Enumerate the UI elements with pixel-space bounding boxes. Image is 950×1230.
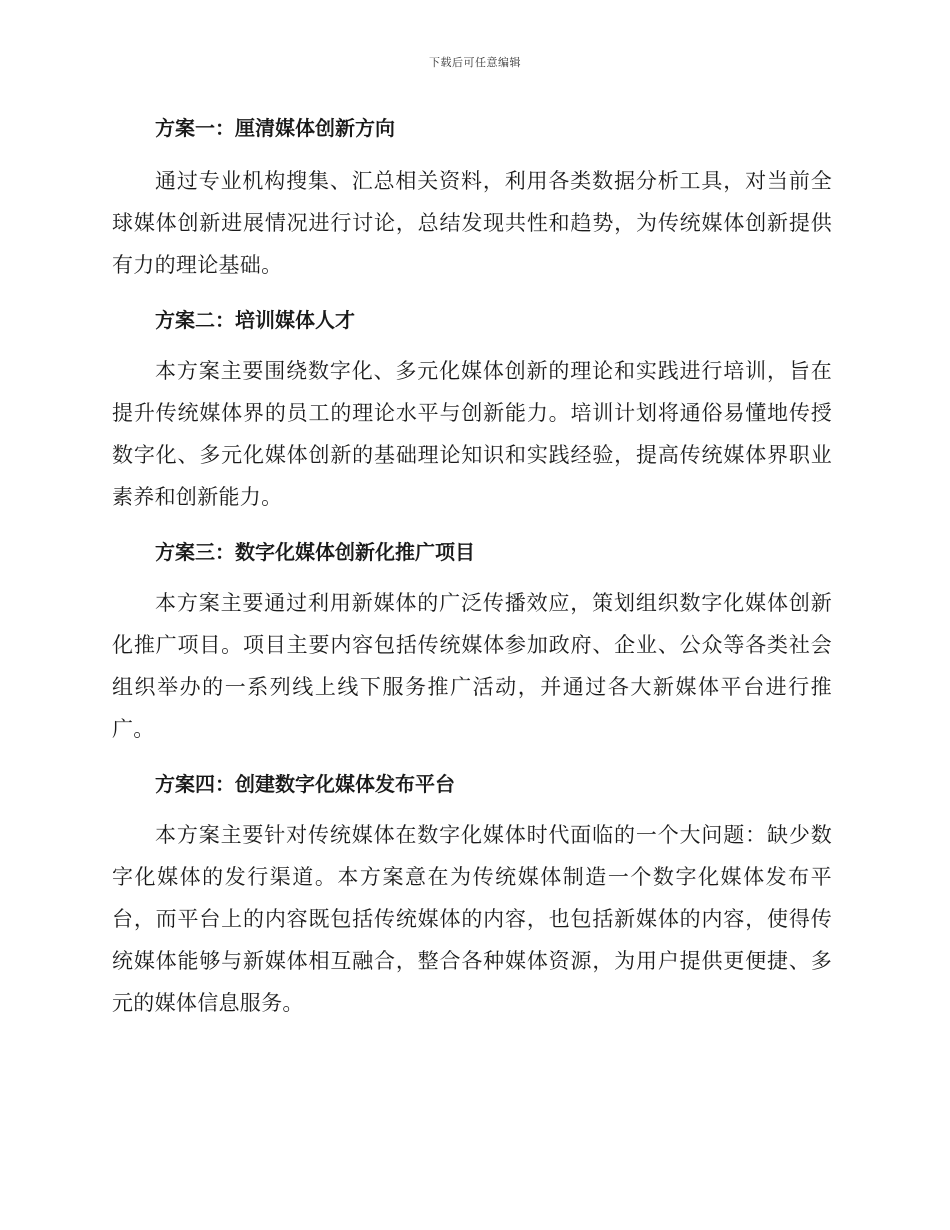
section-heading: 方案二：培训媒体人才 [155, 308, 355, 332]
section-plan-4 [112, 764, 832, 1024]
section-paragraph: 本方案主要通过利用新媒体的广泛传播效应，策划组织数字化媒体创新化推广项目。项目主要内容包括传统媒体参加政府、企业、公众等各类社会组织举办的一系列线上线下服务推广活动，并通过各大新媒体平台进行推广。 [112, 591, 832, 741]
section-paragraph: 本方案主要针对传统媒体在数字化媒体时代面临的一个大问题：缺少数字化媒体的发行渠道。本方案意在为传统媒体制造一个数字化媒体发布平台，而平台上的内容既包括传统媒体的内容，也包括新媒体的内容，使得传统媒体能够与新媒体相互融合，整合各种媒体资源，为用户提供更便捷、多元的媒体信息服务。 [112, 823, 832, 1015]
section-heading: 方案一：厘清媒体创新方向 [155, 116, 395, 140]
section-heading: 方案四：创建数字化媒体发布平台 [155, 772, 455, 796]
section-paragraph: 本方案主要围绕数字化、多元化媒体创新的理论和实践进行培训，旨在提升传统媒体界的员工的理论水平与创新能力。培训计划将通俗易懂地传授数字化、多元化媒体创新的基础理论知识和实践经验，提高传统媒体界职业素养和创新能力。 [112, 359, 832, 509]
section-heading: 方案三：数字化媒体创新化推广项目 [155, 540, 475, 564]
document-content [112, 108, 832, 1032]
section-plan-3 [112, 532, 832, 750]
page-header: 下载后可任意编辑 [429, 56, 521, 69]
section-plan-1 [112, 108, 832, 286]
section-paragraph: 通过专业机构搜集、汇总相关资料，利用各类数据分析工具，对当前全球媒体创新进展情况进行讨论，总结发现共性和趋势，为传统媒体创新提供有力的理论基础。 [112, 169, 832, 277]
section-plan-2 [112, 300, 832, 518]
